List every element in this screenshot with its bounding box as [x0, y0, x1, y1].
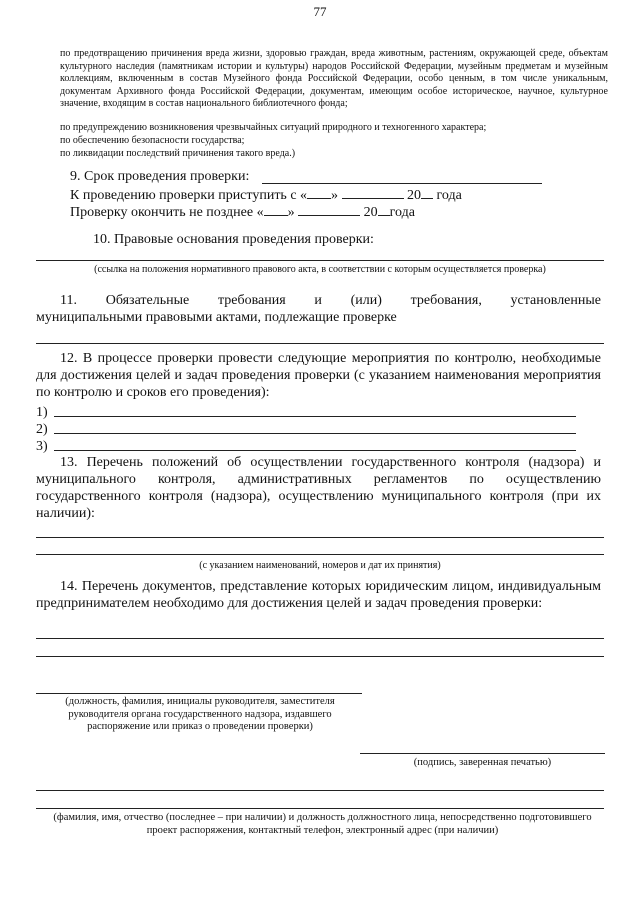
section-13-line-2 [36, 554, 604, 555]
section-12-item-3-line [54, 450, 576, 451]
section-10-line [36, 260, 604, 261]
section-11-line2: муниципальными правовыми актами, подлежащие проверке [36, 310, 397, 325]
start-day-blank[interactable] [307, 185, 331, 199]
end-day-blank[interactable] [264, 202, 288, 216]
preparer-line-2 [36, 808, 604, 809]
preparer-line-1 [36, 790, 604, 791]
section-9-end: Проверку окончить не позднее « » 20 года [70, 202, 415, 221]
section-13-text: 13. Перечень положений об осуществлении государственного контроля (надзора) и муниципального контроля, административных регламентов по осуществлению государственного контроля (надзора), осуществлению муниципального контроля (при их наличии): [36, 455, 601, 521]
section-12-item-1: 1) [36, 405, 48, 420]
start-month-blank[interactable] [342, 185, 404, 199]
section-13-caption: (с указанием наименований, номеров и дат их принятия) [199, 560, 441, 571]
section-12-item-2-line [54, 433, 576, 434]
section-14-text: 14. Перечень документов, представление которых юридическим лицом, индивидуальным предпринимателем необходимо для достижения целей и задач проведения проверки: [36, 579, 601, 611]
section-9-start: К проведению проверки приступить с « » 20 года [70, 185, 462, 204]
official-position-line [36, 693, 362, 694]
end-month-blank[interactable] [298, 202, 360, 216]
signature-line [360, 753, 605, 754]
intro-item-emergency: по предупреждению возникновения чрезвычайных ситуаций природного и техногенного характера; [60, 122, 487, 133]
intro-item-security: по обеспечению безопасности государства; [60, 135, 245, 146]
start-year-blank[interactable] [421, 185, 433, 199]
intro-item-liquidation: по ликвидации последствий причинения такого вреда.) [60, 148, 296, 159]
section-12-text: 12. В процессе проверки провести следующие мероприятия по контролю, необходимые для достижения целей и задач проведения проверки (с указанием наименования мероприятия по контролю и сроков его проведения): [36, 351, 601, 400]
section-10-caption: (ссылка на положения нормативного правового акта, в соответствии с которым осуществляется проверка) [94, 264, 546, 275]
page-number: 77 [313, 4, 327, 19]
section-9-line [262, 183, 542, 184]
section-11-line [36, 343, 604, 344]
section-12-item-2: 2) [36, 422, 48, 437]
end-year-blank[interactable] [378, 202, 390, 216]
preparer-caption: (фамилия, имя, отчество (последнее – при наличии) и должность должностного лица, непосредственно подготовившего проект распоряжения, контактный телефон, электронный адрес (при наличии) [53, 812, 592, 836]
section-12-item-1-line [54, 416, 576, 417]
section-9-title: 9. Срок проведения проверки: [70, 169, 250, 184]
section-12-item-3: 3) [36, 439, 48, 454]
section-14-line-1 [36, 638, 604, 639]
section-13-line-1 [36, 537, 604, 538]
signature-caption: (подпись, заверенная печатью) [413, 757, 552, 768]
section-10-title: 10. Правовые основания проведения проверки: [93, 232, 374, 247]
section-11-line1: 11. Обязательные требования и (или) требования, установленные [60, 293, 601, 308]
intro-paragraph: по предотвращению причинения вреда жизни, здоровью граждан, вреда животным, растениям, окружающей среде, объектам культурного наследия (памятникам истории и культуры) народов Российской Федерации, музейным предметам и музейным коллекциям, включенным в состав Музейного фонда Российской Федерации, особо ценным, в том числе уникальным, документам Архивного фонда Российской Федерации, документам, имеющим особое историческое, научное, культурное значение, входящим в состав национального библиотечного фонда; [60, 48, 608, 109]
official-position-caption: (должность, фамилия, инициалы руководителя, заместителя руководителя органа государственного надзора, издавшего распоряжение или приказ о проведении проверки) [65, 696, 335, 732]
section-14-line-2 [36, 656, 604, 657]
